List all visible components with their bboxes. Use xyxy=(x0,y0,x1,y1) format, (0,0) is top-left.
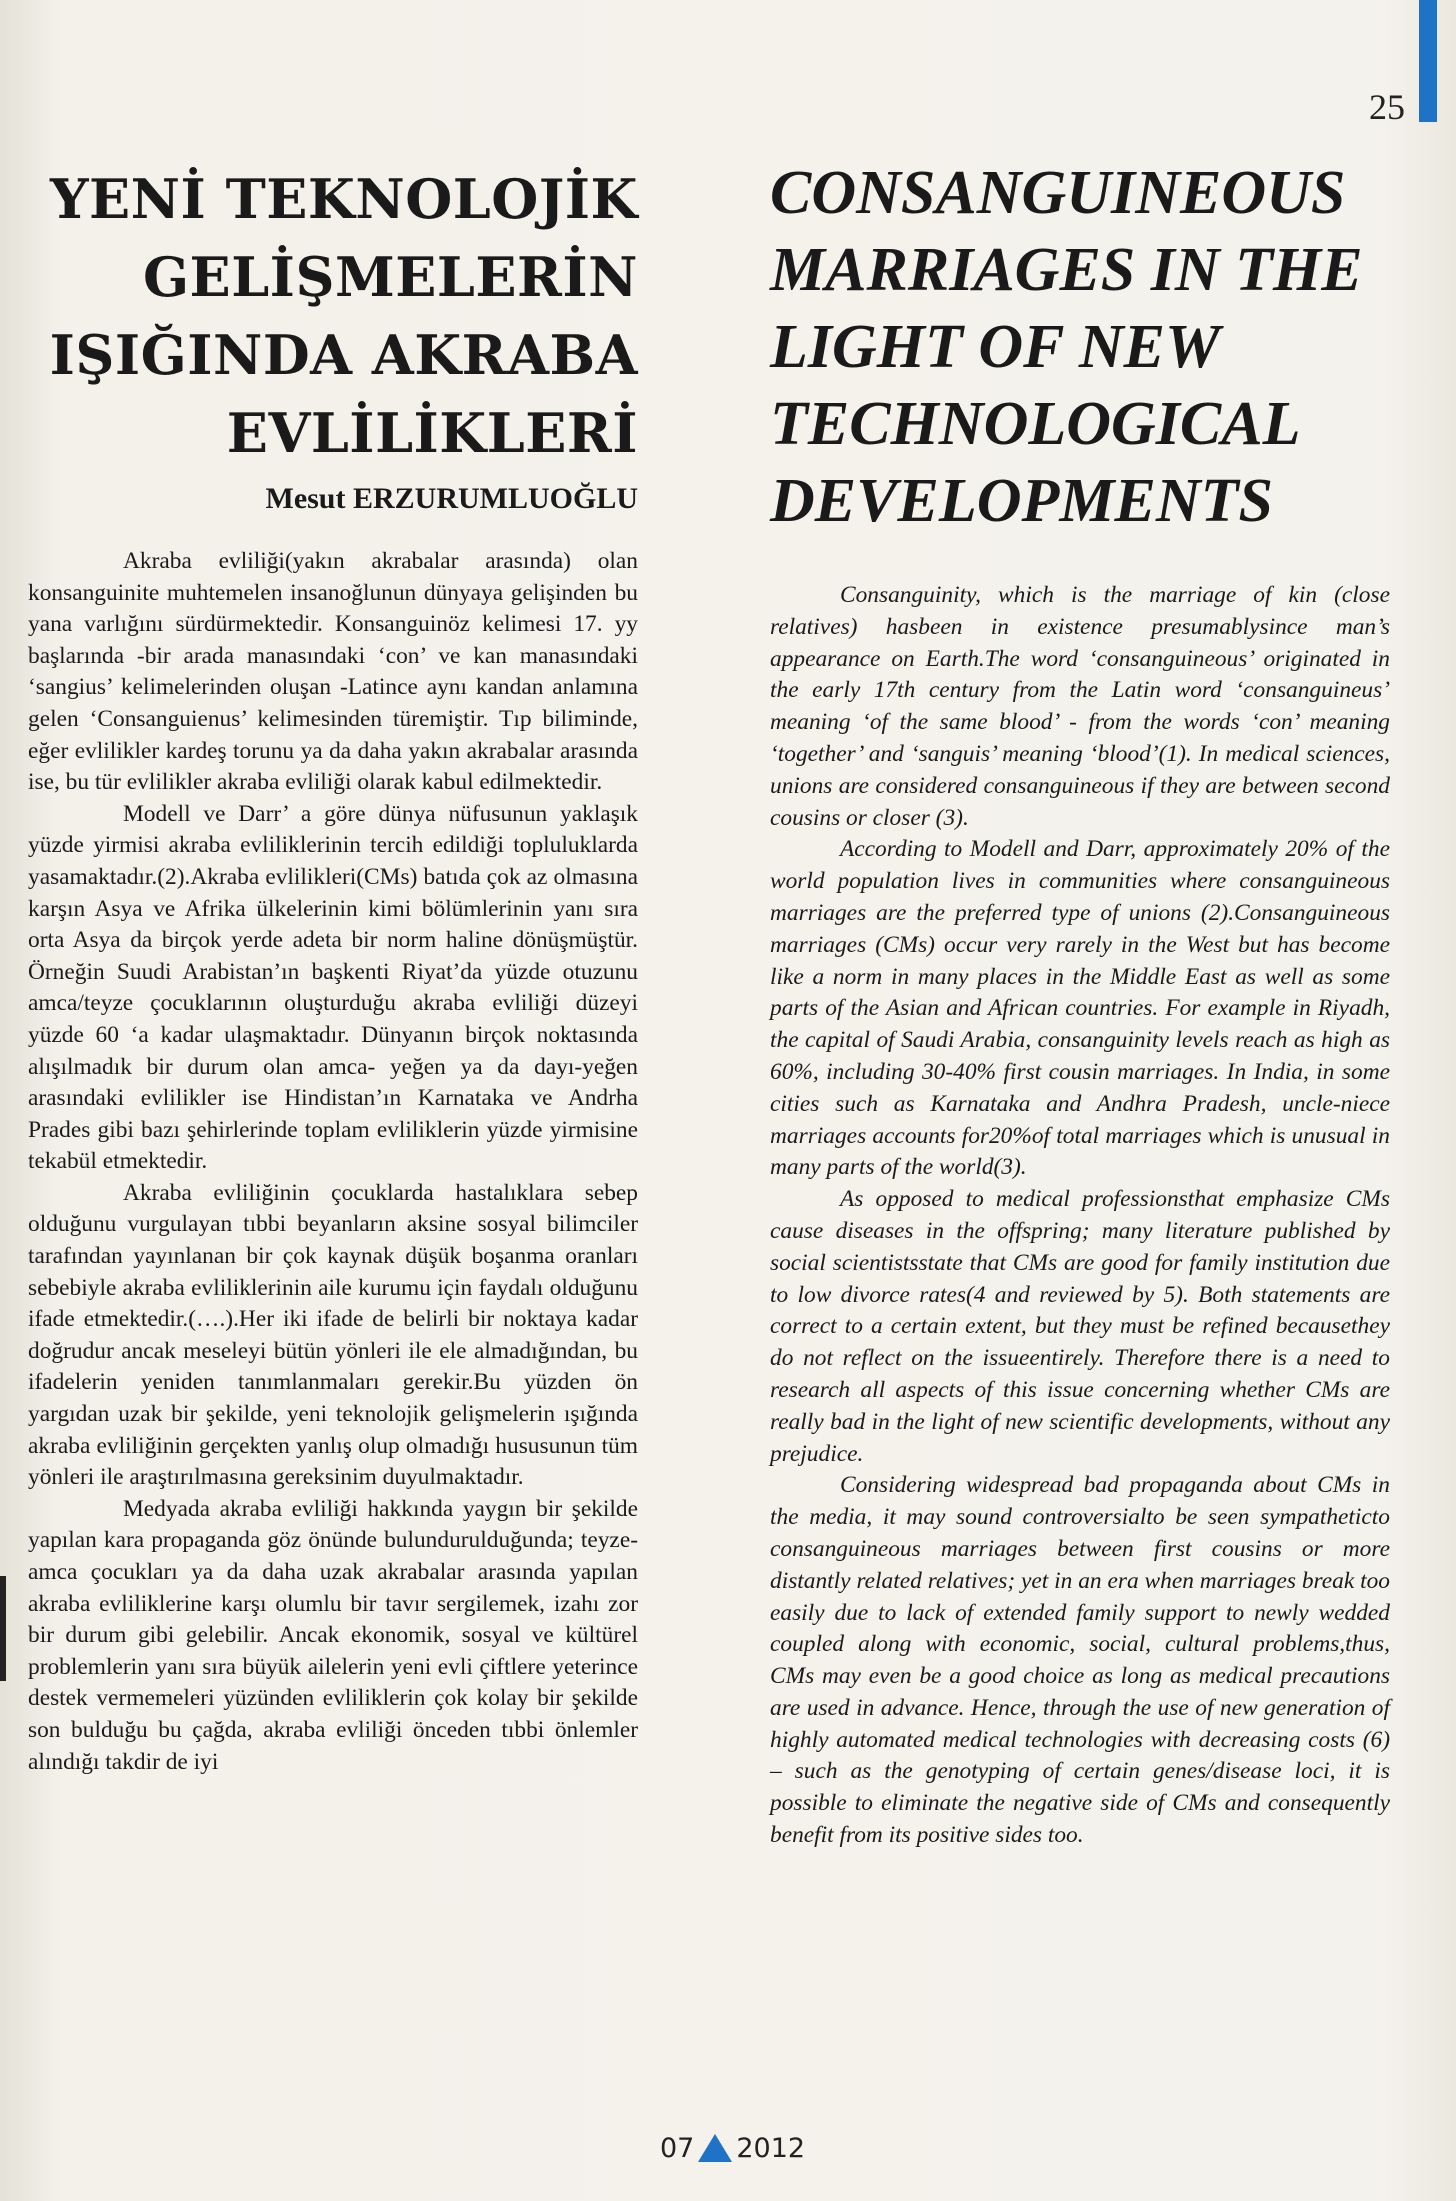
issue-number: 07 xyxy=(660,2132,695,2164)
turkish-body xyxy=(28,546,638,1778)
title-line: IŞIĞINDA AKRABA xyxy=(49,323,638,387)
english-title xyxy=(770,155,1390,540)
paragraph: According to Modell and Darr, approximately 20% of the world population lives in communities where consanguineous marriages are the preferred type of unions (2).Consanguineous marriages (CMs) occur very rarely in the West but has become like a norm in many places in the Middle East as well as some parts of the Asian and African countries. For example in Riyadh, the capital of Saudi Arabia, consanguinity levels reach as high as 60%, including 30-40% first cousin marriages. In India, in some cities such as Karnataka and Andhra Pradesh, uncle-niece marriages accounts for20%of total marriages which is unusual in many parts of the world(3). xyxy=(770,836,1390,1181)
title-line: MARRIAGES IN THE xyxy=(770,236,1363,304)
paragraph: Modell ve Darr’ a göre dünya nüfusunun yaklaşık yüzde yirmisi akraba evliliklerinin tercih edildiği topluluklarda yasamaktadır.(2).Akraba evlilikleri(CMs) batıda çok az olmasına karşın Asya ve Afrika ülkelerinin kimi bölümlerinin yanı sıra orta Asya da birçok yerde adeta bir norm haline dönüşmüştür. Örneğin Suudi Arabistan’ın başkenti Riyat’da yüzde otuzunu amca/teyze çocuklarının oluşturduğu akraba evliliği düzeyi yüzde 60 ‘a kadar ulaşmaktadır. Dünyanın birçok noktasında alışılmadık bir durum olan amca- yeğen ya da dayı-yeğen arasındaki evlilikler ise Hindistan’ın Karnataka ve Andrha Prades gibi bazı şehirlerinde toplam evliliklerin yüzde yirmisine tekabül etmektedir. xyxy=(28,800,638,1175)
accent-bar xyxy=(1419,0,1437,122)
title-line: EVLİLİKLERİ xyxy=(226,401,638,465)
english-article xyxy=(770,155,1390,1852)
triangle-logo-icon xyxy=(698,2134,732,2162)
title-line: DEVELOPMENTS xyxy=(770,467,1273,535)
title-line: YENİ TEKNOLOJİK xyxy=(49,167,638,231)
page-footer xyxy=(660,2128,860,2168)
turkish-article xyxy=(28,160,638,1778)
issue-year: 2012 xyxy=(736,2132,806,2164)
author-name: Mesut ERZURUMLUOĞLU xyxy=(265,482,638,515)
title-line: LIGHT OF NEW xyxy=(770,313,1221,381)
turkish-title xyxy=(28,160,638,472)
paragraph: Considering widespread bad propaganda about CMs in the media, it may sound controversialto be seen sympatheticto consanguineous marriages between first cousins or more distantly related relatives; yet in an era when marriages break too easily due to lack of extended family support to newly wedded coupled along with economic, social, cultural problems,thus, CMs may even be a good choice as long as medical precautions are used in advance. Hence, through the use of new generation of highly automated medical technologies with decreasing costs (6) – such as the genotyping of certain genes/disease loci, it is possible to eliminate the negative side of CMs and consequently benefit from its positive sides too. xyxy=(770,1472,1390,1849)
paragraph: Akraba evliliğinin çocuklarda hastalıklara sebep olduğunu vurgulayan tıbbi beyanların aksine sosyal bilimciler tarafından yayınlanan bir çok kaynak düşük boşanma oranları sebebiyle akraba evliliklerinin aile kurumu için faydalı olduğunu ifade etmektedir.(….).Her iki ifade de belirli bir noktaya kadar doğrudur ancak meseleyi bütün yönleri ile ele almadığından, bu ifadelerin yeniden tanımlanmaları gerekir.Bu yüzden ön yargıdan uzak bir şekilde, yeni teknolojik gelişmelerin ışığında akraba evliliğinin gerçekten yanlış olup olmadığı hususunun tüm yönleri ile araştırılmasına gereksinim duyulmaktadır. xyxy=(28,1179,638,1491)
paragraph: As opposed to medical professionsthat emphasize CMs cause diseases in the offspring; many literature published by social scientistsstate that CMs are good for family institution due to low divorce rates(4 and reviewed by 5). Both statements are correct to a certain extent, but they must be refined becausethey do not reflect on the issueentirely. Therefore there is a need to research all aspects of this issue concerning whether CMs are really bad in the light of new scientific developments, without any prejudice. xyxy=(770,1186,1390,1467)
english-body xyxy=(770,580,1390,1852)
paragraph: Akraba evliliği(yakın akrabalar arasında) olan konsanguinite muhtemelen insanoğlunun dünyaya gelişinden bu yana varlığını sürdürmektedir. Konsanguinöz kelimesi 17. yy başlarında -bir arada manasındaki ‘con’ ve kan manasındaki ‘sangius’ kelimelerinden oluşan -Latince aynı kandan anlamına gelen ‘Consanguienus’ kelimesinden türemiştir. Tıp biliminde, eğer evlilikler kardeş torunu ya da daha yakın akrabalar arasında ise, bu tür evlilikler akraba evliliği olarak kabul edilmektedir. xyxy=(28,548,638,796)
page-number: 25 xyxy=(1369,87,1405,127)
paragraph: Medyada akraba evliliği hakkında yaygın bir şekilde yapılan kara propaganda göz önünde bulundurulduğunda; teyze- amca çocukları ya da daha uzak akrabalar arasında yapılan akraba evliliklerine karşı olumlu bir tavır sergilemek, izahı zor bir durum gibi gelebilir. Ancak ekonomik, sosyal ve kültürel problemlerin yanı sıra büyük ailelerin yeni evli çiftlere yeterince destek vermemeleri yüzünden evliliklerin çok kolay bir şekilde son bulduğu bu çağda, akraba evliliği önceden tıbbi önlemler alındığı takdir de iyi xyxy=(28,1495,638,1775)
title-line: GELİŞMELERİN xyxy=(142,245,638,309)
paragraph: Consanguinity, which is the marriage of kin (close relatives) hasbeen in existence presumablysince man’s appearance on Earth.The word ‘consanguineous’ originated in the early 17th century from the Latin word ‘consanguineus’ meaning ‘of the same blood’ - from the words ‘con’ meaning ‘together’ and ‘sanguis’ meaning ‘blood’(1). In medical sciences, unions are considered consanguineous if they are between second cousins or closer (3). xyxy=(770,582,1390,831)
title-line: CONSANGUINEOUS xyxy=(770,159,1346,227)
scan-edge-mark xyxy=(0,1576,6,1681)
title-line: TECHNOLOGICAL xyxy=(770,390,1301,458)
